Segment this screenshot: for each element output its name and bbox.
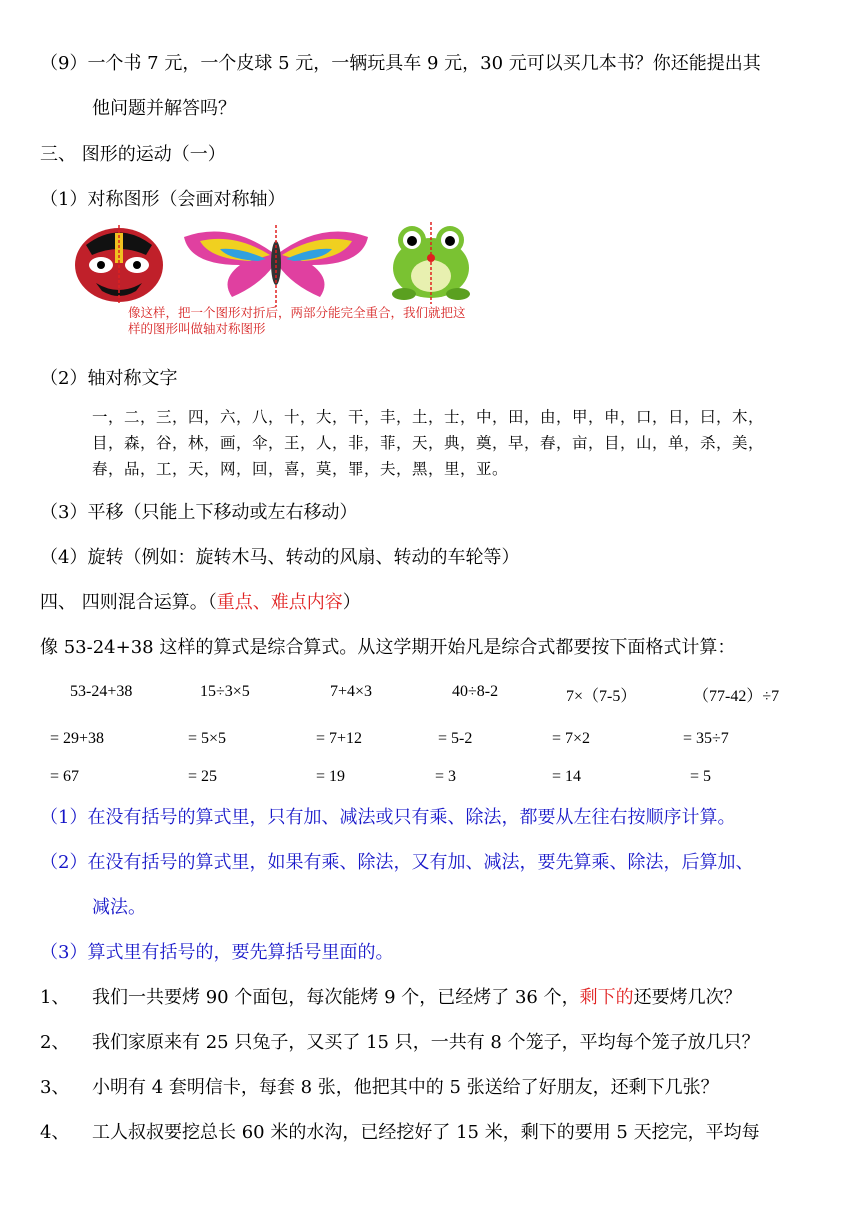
symmetric-chars-line-3: 春，品，工，天，网，回，喜，莫，罪，夫，黑，里，亚。 <box>92 460 509 478</box>
calc-expr: （77-42）÷7 <box>693 688 780 705</box>
calc-step-1: = 35÷7 <box>683 730 729 747</box>
problem-text: 我们一共要烤 90 个面包，每次能烤 9 个，已经烤了 36 个， <box>92 987 580 1008</box>
calc-result: = 67 <box>50 768 80 785</box>
section-3-item-4: （4）旋转（例如：旋转木马、转动的风扇、转动的车轮等） <box>40 547 520 568</box>
calc-result: = 3 <box>435 768 457 785</box>
calc-result: = 25 <box>188 768 218 785</box>
section-3-item-1: （1）对称图形（会画对称轴） <box>40 189 286 210</box>
problem-text-tail: 还要烤几次？ <box>633 987 742 1008</box>
symmetry-caption: 像这样，把一个图形对折后，两部分能完全重合，我们就把这样的图形叫做轴对称图形 <box>128 305 466 336</box>
problem-emphasis: 剩下的 <box>579 987 634 1008</box>
calc-result: = 5 <box>690 768 712 785</box>
problem-number: 2、 <box>40 1032 70 1053</box>
problem-number: 1、 <box>40 987 70 1008</box>
symmetric-chars-line-2: 目，森，谷，林，画，伞，王，人，非，菲，天，典，奠，早，春，亩，目，山，单，杀，美， <box>92 434 765 452</box>
butterfly-kite-image <box>180 225 372 312</box>
section-3-item-3: （3）平移（只能上下移动或左右移动） <box>40 502 358 523</box>
rule-1: （1）在没有括号的算式里，只有加、减法或只有乘、除法，都要从左往右按顺序计算。 <box>40 807 736 828</box>
section-3-title: 三、 图形的运动（一） <box>40 144 226 165</box>
calc-expr: 15÷3×5 <box>200 683 250 700</box>
section-4-title <box>40 591 361 615</box>
section-4-title-a: 四、 四则混合运算。（ <box>40 592 217 613</box>
problem-3-text: 小明有 4 套明信卡，每套 8 张，他把其中的 5 张送给了好朋友，还剩下几张？ <box>92 1077 719 1098</box>
calc-step-1: = 5-2 <box>438 730 473 747</box>
section-3-item-2: （2）轴对称文字 <box>40 368 178 389</box>
problem-4-text: 工人叔叔要挖总长 60 米的水沟，已经挖好了 15 米，剩下的要用 5 天挖完，平均每 <box>92 1122 760 1143</box>
problem-number: 3、 <box>40 1077 70 1098</box>
calc-result: = 19 <box>316 768 346 785</box>
calc-step-1: = 7×2 <box>552 730 591 747</box>
rule-3: （3）算式里有括号的，要先算括号里面的。 <box>40 942 394 963</box>
opera-mask-image <box>66 225 172 310</box>
section-4-title-b: ） <box>342 592 361 613</box>
section-4-intro: 像 53-24+38 这样的算式是综合算式。从这学期开始凡是综合式都要按下面格式计算： <box>40 637 736 658</box>
calc-step-1: = 29+38 <box>50 730 105 747</box>
question-9-line2: 他问题并解答吗？ <box>92 98 236 119</box>
problem-number: 4、 <box>40 1122 70 1143</box>
symmetric-chars-line-1: 一，二，三，四，六，八，十，大，干，丰，土，士，中，田，由，甲，申，口，日，曰，木， <box>92 408 765 426</box>
problem-1-text <box>92 986 742 1010</box>
rule-2-line-2: 减法。 <box>92 897 146 918</box>
calc-step-1: = 7+12 <box>316 730 363 747</box>
calc-expr: 40÷8-2 <box>452 683 499 700</box>
calc-expr: 7×（7-5） <box>566 688 637 705</box>
frog-image <box>376 222 486 309</box>
calc-step-1: = 5×5 <box>188 730 227 747</box>
rule-2-line-1: （2）在没有括号的算式里，如果有乘、除法，又有加、减法，要先算乘、除法，后算加、 <box>40 852 754 873</box>
calc-result: = 14 <box>552 768 582 785</box>
section-4-title-emphasis: 重点、难点内容 <box>216 592 343 613</box>
question-9-line1: （9）一个书 7 元，一个皮球 5 元，一辆玩具车 9 元，30 元可以买几本书？你还能提出其 <box>40 53 761 74</box>
calc-expr: 7+4×3 <box>330 683 373 700</box>
problem-2-text: 我们家原来有 25 只兔子，又买了 15 只，一共有 8 个笼子，平均每个笼子放几只？ <box>92 1032 760 1053</box>
calc-expr: 53-24+38 <box>70 683 133 700</box>
